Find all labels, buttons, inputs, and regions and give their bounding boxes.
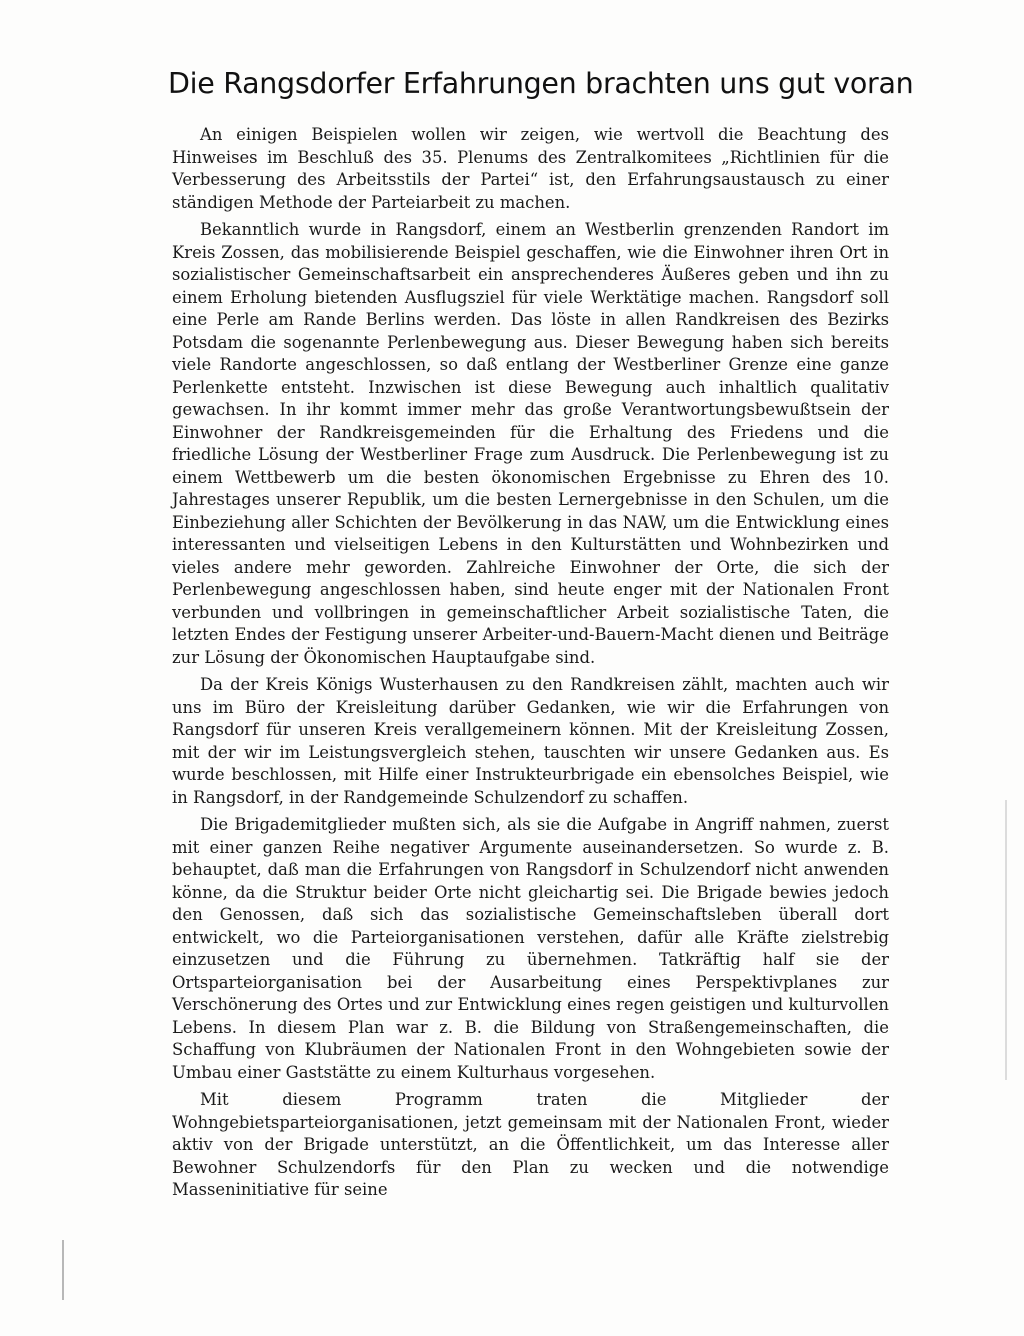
scan-edge-mark-left bbox=[62, 1240, 64, 1300]
scan-edge-mark-right bbox=[1005, 800, 1007, 1080]
paragraph-2: Bekanntlich wurde in Rangsdorf, einem an Westberlin grenzenden Randort im Kreis Zossen, das mobilisierende Beispiel geschaffen, wie die Einwohner ihren Ort in sozialistischer Gemeinschaftsarbeit ein ansprechenderes Äußeres geben und ihn zu einem Erholung bietenden Ausflugsziel für viele Werktätige machen. Rangsdorf soll eine Perle am Rande Berlins werden. Das löste in allen Randkreisen des Bezirks Potsdam die sogenannte Perlenbewegung aus. Dieser Bewegung haben sich bereits viele Randorte angeschlossen, so daß entlang der Westberliner Grenze eine ganze Perlenkette entsteht. Inzwischen ist diese Bewegung auch inhaltlich qualitativ gewachsen. In ihr kommt immer mehr das große Verantwortungsbewußtsein der Einwohner der Randkreisgemeinden für die Erhaltung des Friedens und die friedliche Lösung der Westberliner Frage zum Ausdruck. Die Perlenbewegung ist zu einem Wettbewerb um die besten ökonomischen Ergebnisse zu Ehren des 10. Jahrestages unserer Republik, um die besten Lernergebnisse in den Schulen, um die Einbeziehung aller Schichten der Bevölkerung in das NAW, um die Entwicklung eines interessanten und vielseitigen Lebens in den Kulturstätten und Wohnbezirken und vieles andere mehr geworden. Zahlreiche Einwohner der Orte, die sich der Perlenbewegung angeschlossen haben, sind heute enger mit der Nationalen Front verbunden und vollbringen in gemeinschaftlicher Arbeit sozialistische Taten, die letzten Endes der Festigung unserer Arbeiter-und-Bauern-Macht dienen und Beiträge zur Lösung der Ökonomischen Hauptaufgabe sind. bbox=[172, 220, 889, 667]
paragraph-5: Mit diesem Programm traten die Mitglieder der Wohngebietsparteiorganisationen, jetzt gemeinsam mit der Nationalen Front, wieder aktiv von der Brigade unterstützt, an die Öffentlichkeit, um das Interesse aller Bewohner Schulzendorfs für den Plan zu wecken und die notwendige Masseninitiative für seine bbox=[172, 1090, 889, 1199]
paragraph-4: Die Brigademitglieder mußten sich, als sie die Aufgabe in Angriff nahmen, zuerst mit einer ganzen Reihe negativer Argumente auseinandersetzen. So wurde z. B. behauptet, daß man die Erfahrungen von Rangsdorf in Schulzendorf nicht anwenden könne, da die Struktur beider Orte nicht gleichartig sei. Die Brigade bewies jedoch den Genossen, daß sich das sozialistische Gemeinschaftsleben überall dort entwickelt, wo die Parteiorganisationen verstehen, dafür alle Kräfte zielstrebig einzusetzen und die Führung zu übernehmen. Tatkräftig half sie der Ortsparteiorganisation bei der Ausarbeitung eines Perspektivplanes zur Verschönerung des Ortes und zur Entwicklung eines regen geistigen und kulturvollen Lebens. In diesem Plan war z. B. die Bildung von Straßengemeinschaften, die Schaffung von Klubräumen der Nationalen Front in den Wohngebieten sowie der Umbau einer Gaststätte zu einem Kulturhaus vorgesehen. bbox=[172, 815, 889, 1082]
article-body bbox=[172, 124, 889, 1207]
paragraph-1: An einigen Beispielen wollen wir zeigen, wie wertvoll die Beachtung des Hinweises im Beschluß des 35. Plenums des Zentralkomitees „Richtlinien für die Verbesserung des Arbeitsstils der Partei“ ist, den Erfahrungsaustausch zu einer ständigen Methode der Parteiarbeit zu machen. bbox=[172, 125, 889, 212]
page-title: Die Rangsdorfer Erfahrungen brachten uns gut voran bbox=[168, 67, 914, 100]
paragraph-3: Da der Kreis Königs Wusterhausen zu den Randkreisen zählt, machten auch wir uns im Büro der Kreisleitung darüber Gedanken, wie wir die Erfahrungen von Rangsdorf für unseren Kreis verallgemeinern können. Mit der Kreisleitung Zossen, mit der wir im Leistungsvergleich stehen, tauschten wir unsere Gedanken aus. Es wurde beschlossen, mit Hilfe einer Instrukteurbrigade ein ebensolches Beispiel, wie in Rangsdorf, in der Randgemeinde Schulzendorf zu schaffen. bbox=[172, 675, 889, 807]
